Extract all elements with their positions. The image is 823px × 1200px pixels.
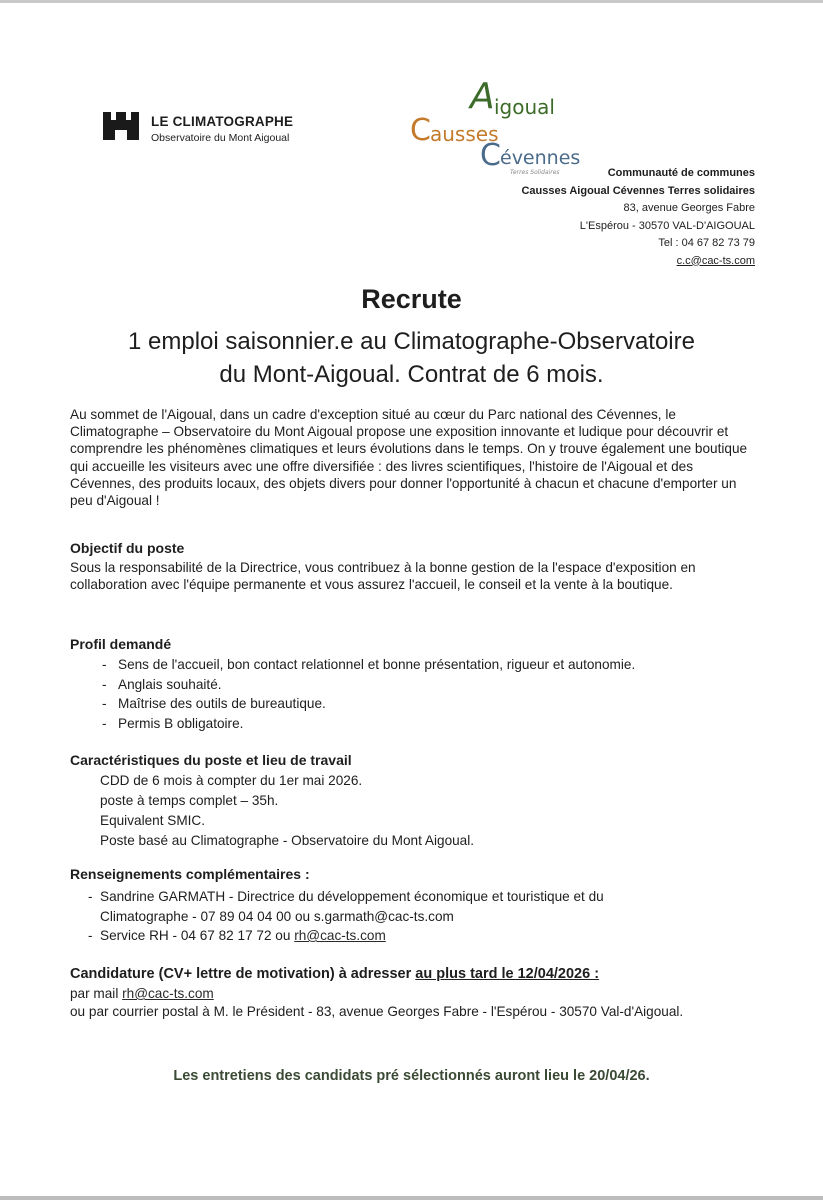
logo-tagline: Terres Solidaires (510, 169, 560, 176)
address-line-2: Causses Aigoual Cévennes Terres solidaires (521, 184, 755, 197)
list-item: - Anglais souhaité. (102, 675, 635, 695)
logo-evennes: évennes (500, 147, 581, 169)
candidature-body (70, 985, 754, 1020)
caracteristiques-title: Caractéristiques du poste et lieu de travail (70, 752, 352, 768)
caracteristique-line: Poste basé au Climatographe - Observatoire du Mont Aigoual. (100, 833, 475, 848)
address-line-3: 83, avenue Georges Fabre (623, 202, 755, 214)
list-item: - Maîtrise des outils de bureautique. (102, 694, 635, 714)
contact-directrice-text: Sandrine GARMATH - Directrice du développement économique et touristique et du (100, 889, 604, 904)
candidature-title-text: Candidature (CV+ lettre de motivation) à adresser (70, 966, 416, 982)
caracteristique-line: CDD de 6 mois à compter du 1er mai 2026. (100, 773, 363, 788)
logo-letter-a: A (470, 76, 495, 117)
logo-subtitle: Observatoire du Mont Aigoual (151, 132, 290, 144)
contact-directrice-details: Climatographe - 07 89 04 04 00 ou s.garmath@cac-ts.com (100, 908, 454, 924)
job-subtitle (0, 325, 823, 391)
contact-directrice: - Sandrine GARMATH - Directrice du développement économique et touristique et du (88, 889, 604, 904)
candidature-title (70, 966, 599, 982)
address-phone: Tel : 04 67 82 73 79 (658, 237, 755, 249)
logo-ausses: ausses (430, 122, 499, 146)
castle-icon (103, 112, 139, 140)
renseignements-contacts (88, 887, 756, 946)
address-line-1: Communauté de communes (607, 167, 755, 179)
candidature-mail-prefix: par mail (70, 986, 123, 1001)
interview-note: Les entretiens des candidats pré sélectionnés auront lieu le 20/04/26. (173, 1068, 650, 1084)
profil-title: Profil demandé (70, 636, 172, 652)
contact-rh-text: Service RH - 04 67 82 17 72 ou (100, 928, 295, 943)
list-item: - Permis B obligatoire. (102, 714, 635, 734)
list-item: - Sens de l'accueil, bon contact relationnel et bonne présentation, rigueur et autonomie. (102, 655, 635, 675)
candidature-mail (70, 985, 754, 1003)
objectif-title: Objectif du poste (70, 540, 185, 556)
logo-name: LE CLIMATOGRAPHE (151, 114, 294, 129)
logo-igoual: igoual (494, 95, 555, 119)
job-subtitle-line-1: 1 emploi saisonnier.e au Climatographe-Observatoire (128, 328, 695, 355)
address-line-4: L'Espérou - 30570 VAL-D'AIGOUAL (579, 219, 755, 232)
candidature-postal: ou par courrier postal à M. le Président - 83, avenue Georges Fabre - l'Espérou - 30570 Val-d'Aigoual. (70, 1003, 684, 1019)
intro-paragraph: Au sommet de l'Aigoual, dans un cadre d'exception situé au cœur du Parc national des Cévennes, le Climatographe – Observatoire du Mont Aigoual propose une exposition innovante et ludique pour découvrir et comprendre les phénomènes climatiques et leurs évolutions dans le temps. On y trouve également une boutique qui accueille les visiteurs avec une offre diversifiée : des livres scientifiques, l'histoire de l'Aigoual et des Cévennes, des produits locaux, des objets divers pour donner l'opportunité à chacun et chacune d'emporter un peu d'Aigoual ! (70, 407, 748, 509)
address-block (521, 165, 755, 270)
caracteristique-line: Equivalent SMIC. (100, 813, 206, 828)
contact-rh: - Service RH - 04 67 82 17 72 ou rh@cac-ts.com (88, 928, 386, 943)
profil-list (102, 655, 635, 733)
logo-letter-c2: C (480, 138, 501, 173)
job-subtitle-line-2: du Mont-Aigoual. Contrat de 6 mois. (219, 361, 604, 388)
objectif-body: Sous la responsabilité de la Directrice, vous contribuez à la bonne gestion de la l'espace d'exposition en collaboration avec l'équipe permanente et vous assurez l'accueil, le conseil et la vente à la boutique. (70, 560, 696, 593)
rh-email-link[interactable]: rh@cac-ts.com (294, 928, 386, 943)
scan-bottom-edge (0, 1196, 823, 1200)
logo-letter-c: C (410, 113, 431, 148)
renseignements-title: Renseignements complémentaires : (70, 866, 310, 882)
address-email[interactable]: c.c@cac-ts.com (676, 254, 755, 267)
candidature-deadline: au plus tard le 12/04/2026 : (415, 966, 600, 982)
candidature-email-link[interactable]: rh@cac-ts.com (122, 986, 214, 1001)
caracteristique-line: poste à temps complet – 35h. (100, 793, 279, 808)
page-title: Recrute (361, 284, 462, 314)
scan-top-edge (0, 0, 823, 3)
caracteristiques-lines (100, 771, 474, 851)
